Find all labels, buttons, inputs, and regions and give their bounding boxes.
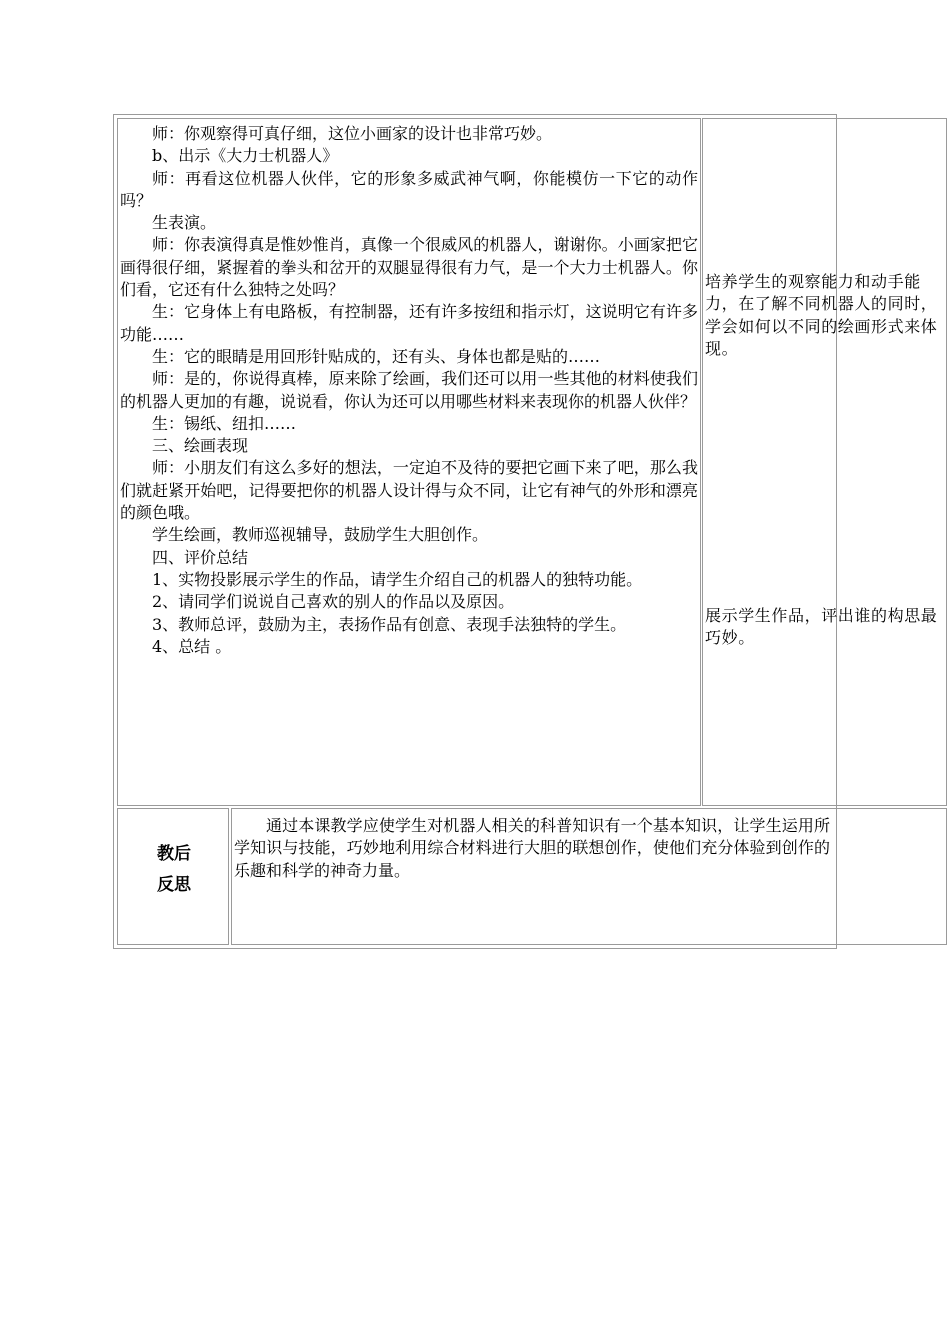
section-heading: 三、绘画表现 xyxy=(152,436,249,456)
paragraph: 师：小朋友们有这么多好的想法，一定迫不及待的要把它画下来了吧，那么我们就赶紧开始吧，记得要把你的机器人设计得与众不同，让它有神气的外形和漂亮的颜色哦。 xyxy=(120,458,698,523)
reflection-label-line: 教后 xyxy=(157,844,191,864)
design-note: 培养学生的观察能力和动手能力，在了解不同机器人的同时，学会如何以不同的绘画形式来体现。 xyxy=(705,272,938,358)
paragraph: 4、总结 。 xyxy=(152,636,232,656)
section-heading: 四、评价总结 xyxy=(152,547,249,567)
lesson-plan-table xyxy=(113,114,938,949)
paragraph: 1、实物投影展示学生的作品，请学生介绍自己的机器人的独特功能。 xyxy=(152,569,643,589)
reflection-text: 通过本课教学应使学生对机器人相关的科普知识有一个基本知识，让学生运用所学知识与技能，巧妙地利用综合材料进行大胆的联想创作，使他们充分体验到创作的乐趣和科学的神奇力量。 xyxy=(234,816,830,880)
reflection-label-cell xyxy=(117,808,229,945)
paragraph: 师：你表演得真是惟妙惟肖，真像一个很威风的机器人，谢谢你。小画家把它画得很仔细，紧握着的拳头和岔开的双腿显得很有力气，是一个大力士机器人。你们看，它还有什么独特之处吗？ xyxy=(120,235,698,300)
reflection-label xyxy=(118,839,229,901)
paragraph: 师：你观察得可真仔细，这位小画家的设计也非常巧妙。 xyxy=(152,124,553,143)
paragraph: b、出示《大力士机器人》 xyxy=(152,146,339,166)
paragraph: 2、请同学们说说自己喜欢的别人的作品以及原因。 xyxy=(152,592,515,612)
paragraph: 学生绘画，教师巡视辅导，鼓励学生大胆创作。 xyxy=(152,525,489,545)
reflection-label-line: 反思 xyxy=(157,875,191,895)
paragraph: 生表演。 xyxy=(152,213,217,233)
paragraph: 生：它身体上有电路板，有控制器，还有许多按纽和指示灯，这说明它有许多功能…… xyxy=(120,302,698,344)
paragraph: 生：它的眼睛是用回形针贴成的，还有头、身体也都是贴的…… xyxy=(152,346,601,366)
teaching-process-cell xyxy=(117,118,701,806)
teaching-process-text xyxy=(120,123,698,658)
paragraph: 师：再看这位机器人伙伴，它的形象多威武神气啊，你能模仿一下它的动作吗？ xyxy=(120,168,698,210)
paragraph: 3、教师总评，鼓励为主，表扬作品有创意、表现手法独特的学生。 xyxy=(152,614,627,634)
paragraph: 师：是的，你说得真棒，原来除了绘画，我们还可以用一些其他的材料使我们的机器人更加的有趣，说说看，你认为还可以用哪些材料来表现你的机器人伙伴？ xyxy=(120,369,698,411)
design-note: 展示学生作品，评出谁的构思最巧妙。 xyxy=(705,606,938,648)
paragraph: 生：锡纸、纽扣…… xyxy=(152,413,297,433)
design-intent-cell xyxy=(702,118,947,806)
reflection-content-cell xyxy=(231,808,947,945)
